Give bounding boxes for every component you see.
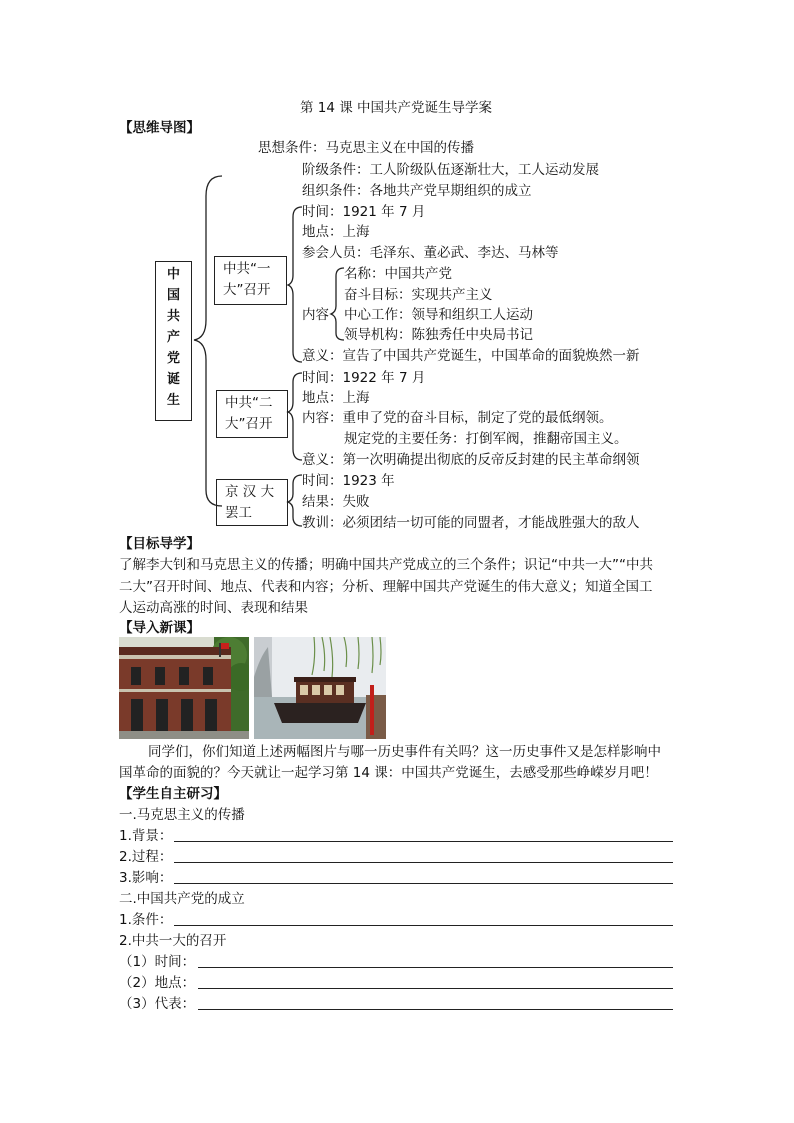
second-congress-place: 地点：上海 — [302, 390, 370, 406]
item-process-label: 2.过程： — [119, 849, 173, 865]
second-congress-content-1: 内容：重申了党的奋斗目标，制定了党的最低纲领。 — [302, 410, 613, 426]
goals-text-line2: 二大”召开时间、地点、代表和内容；分析、理解中国共产党诞生的伟大意义；知道全国工 — [119, 579, 653, 595]
first-congress-time: 时间：1921 年 7 月 — [302, 204, 426, 220]
strike-label-2: 罢工 — [225, 504, 252, 521]
first-congress-attendees: 参会人员：毛泽东、董必武、李达、马林等 — [302, 245, 559, 261]
item-influence-label: 3.影响： — [119, 870, 173, 886]
item-conditions-answer-line[interactable] — [174, 925, 673, 926]
root-char: 党 — [166, 350, 180, 366]
page-title: 第 14 课 中国共产党诞生导学案 — [300, 100, 493, 116]
first-congress-place: 地点：上海 — [302, 224, 370, 240]
strike-time: 时间：1923 年 — [302, 473, 395, 489]
root-char: 生 — [166, 392, 180, 408]
intro-text-line2: 国革命的面貌的？今天就让一起学习第 14 课：中国共产党诞生，去感受那些峥嵘岁月吧！ — [119, 765, 658, 781]
first-congress-label-1: 中共“一 — [223, 261, 271, 277]
root-char: 产 — [166, 329, 180, 345]
condition-organization: 组织条件：各地共产党早期组织的成立 — [302, 183, 532, 199]
mindmap-root-box — [155, 261, 192, 421]
photo-congress-site-building — [119, 637, 249, 739]
strike-label-1: 京 汉 大 — [225, 484, 275, 500]
intro-header: 【导入新课】 — [119, 620, 200, 636]
sub-delegates-answer-line[interactable] — [198, 1009, 673, 1010]
section-marxism-spread: 一.马克思主义的传播 — [119, 807, 245, 823]
item-process-answer-line[interactable] — [174, 862, 673, 863]
item-background-label: 1.背景： — [119, 828, 173, 844]
condition-class: 阶级条件：工人阶级队伍逐渐壮大，工人运动发展 — [302, 162, 599, 178]
condition-ideology: 思想条件：马克思主义在中国的传播 — [258, 140, 474, 156]
root-char: 诞 — [166, 371, 180, 387]
second-congress-meaning: 意义：第一次明确提出彻底的反帝反封建的民主革命纲领 — [302, 452, 640, 468]
item-background-answer-line[interactable] — [174, 841, 673, 842]
second-congress-content-2: 规定党的主要任务：打倒军阀，推翻帝国主义。 — [344, 431, 628, 447]
sub-place-label: （2）地点： — [119, 975, 196, 991]
item-first-congress-label: 2.中共一大的召开 — [119, 933, 227, 949]
sub-time-label: （1）时间： — [119, 954, 196, 970]
goals-text-line1: 了解李大钊和马克思主义的传播；明确中国共产党成立的三个条件；识记“中共一大”“中共 — [119, 557, 653, 573]
photo-red-boat — [254, 637, 386, 739]
strike-lesson: 教训：必须团结一切可能的同盟者，才能战胜强大的敌人 — [302, 515, 640, 531]
first-congress-meaning: 意义：宣告了中国共产党诞生，中国革命的面貌焕然一新 — [302, 348, 640, 364]
first-congress-content-leadership: 领导机构：陈独秀任中央局书记 — [344, 327, 533, 343]
mindmap-header: 【思维导图】 — [119, 120, 200, 136]
root-char: 国 — [166, 287, 180, 303]
first-congress-box — [214, 256, 287, 305]
goals-header: 【目标导学】 — [119, 536, 200, 552]
sub-place-answer-line[interactable] — [198, 988, 673, 989]
strike-box — [216, 479, 288, 526]
second-congress-time: 时间：1922 年 7 月 — [302, 370, 426, 386]
section-party-founding: 二.中国共产党的成立 — [119, 891, 245, 907]
strike-result: 结果：失败 — [302, 494, 370, 510]
root-char: 共 — [166, 308, 180, 324]
first-congress-label-2: 大”召开 — [223, 281, 271, 298]
item-conditions-label: 1.条件： — [119, 912, 173, 928]
first-congress-content-name: 名称：中国共产党 — [344, 266, 452, 282]
intro-text-line1: 同学们，你们知道上述两幅图片与哪一历史事件有关吗？这一历史事件又是怎样影响中 — [148, 744, 661, 760]
first-congress-content-label: 内容 — [302, 307, 329, 323]
first-congress-content-work: 中心工作：领导和组织工人运动 — [344, 307, 533, 323]
second-congress-label-1: 中共“二 — [225, 395, 273, 411]
goals-text-line3: 人运动高涨的时间、表现和结果 — [119, 600, 308, 616]
second-congress-box — [216, 390, 288, 438]
root-char: 中 — [166, 267, 180, 282]
second-congress-label-2: 大”召开 — [225, 415, 273, 432]
first-congress-content-goal: 奋斗目标：实现共产主义 — [344, 287, 493, 303]
sub-time-answer-line[interactable] — [198, 967, 673, 968]
item-influence-answer-line[interactable] — [174, 883, 673, 884]
sub-delegates-label: （3）代表： — [119, 996, 196, 1012]
self-study-header: 【学生自主研习】 — [119, 786, 227, 802]
